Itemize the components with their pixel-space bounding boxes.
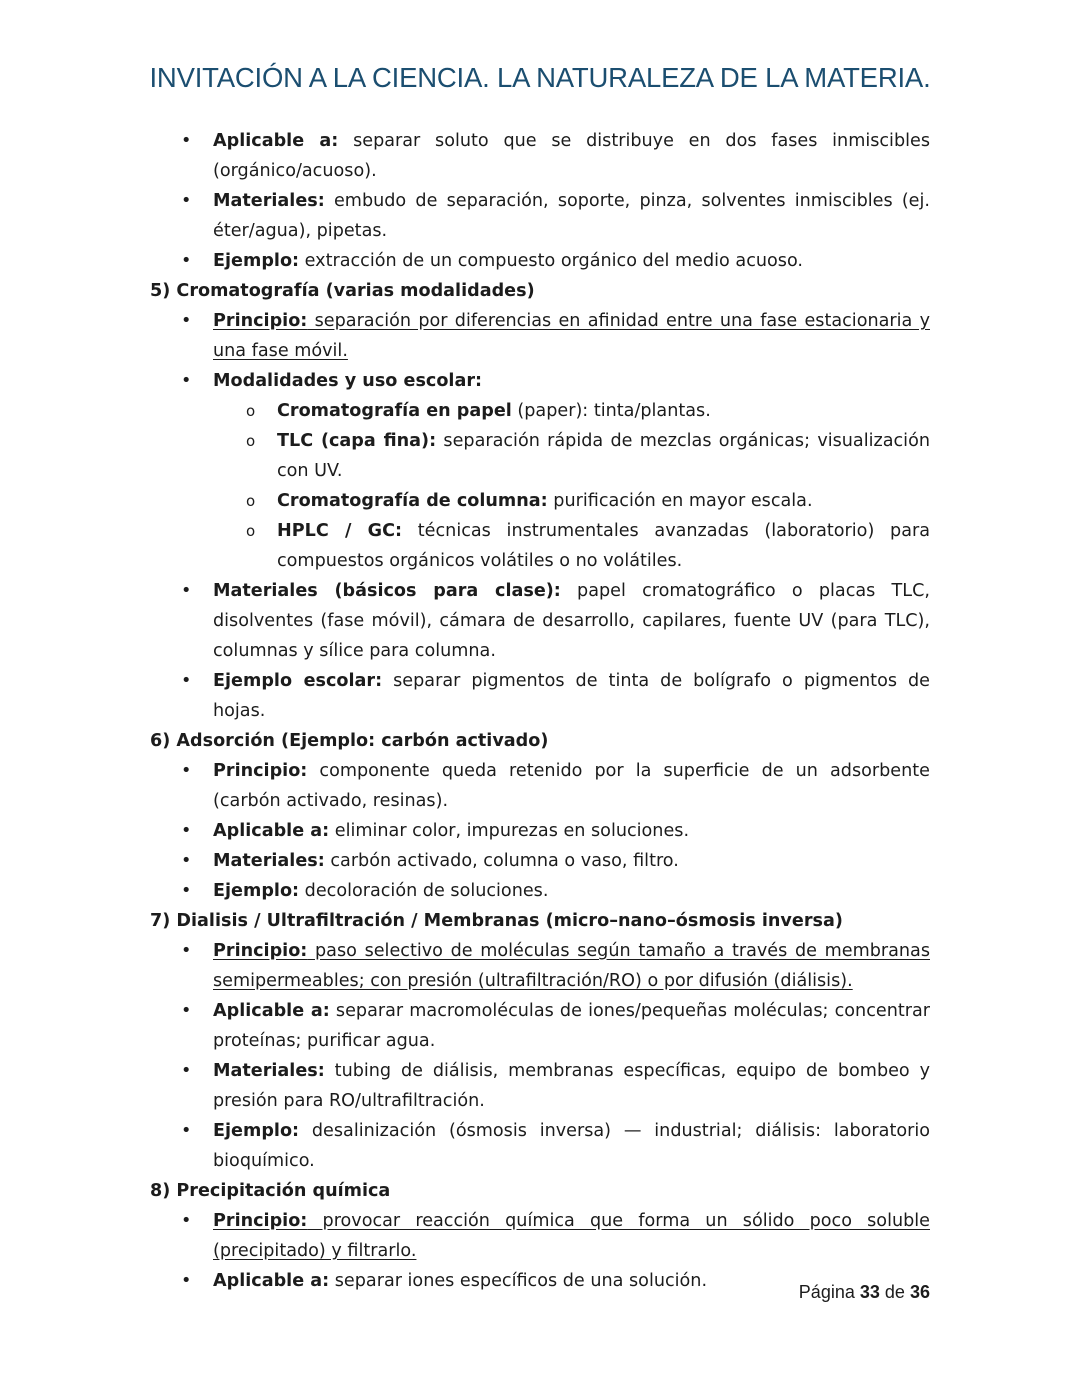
item-text: decoloración de soluciones. <box>299 881 549 901</box>
list-item <box>150 756 930 816</box>
section-heading: 7) Dialisis / Ultrafiltración / Membranas (micro–nano–ósmosis inversa) <box>150 911 843 931</box>
sub-list-item <box>150 426 930 486</box>
list-item <box>150 846 930 876</box>
page-word: Página <box>798 1282 855 1302</box>
circle-bullet-icon: o <box>246 432 256 450</box>
bullet-icon: • <box>181 671 192 691</box>
section-heading: 6) Adsorción (Ejemplo: carbón activado) <box>150 731 549 751</box>
item-label: Cromatografía en papel <box>277 401 512 421</box>
item-text: provocar reacción química que forma un sólido poco soluble (precipitado) y filtrarlo. <box>213 1211 930 1261</box>
bullet-icon: • <box>181 1061 192 1081</box>
item-label: Materiales (básicos para clase): <box>213 581 561 601</box>
item-text: separar pigmentos de tinta de bolígrafo o pigmentos de hojas. <box>213 671 931 721</box>
item-text: eliminar color, impurezas en soluciones. <box>329 821 690 841</box>
bullet-icon: • <box>181 881 192 901</box>
item-label: Principio: <box>213 761 308 781</box>
item-label: Cromatografía de columna: <box>277 491 548 511</box>
item-label: Ejemplo: <box>213 251 300 271</box>
item-label: HPLC / GC: <box>277 521 403 541</box>
item-label: Ejemplo: <box>213 1121 300 1141</box>
item-label: Aplicable a: <box>213 1271 330 1291</box>
list-item <box>150 936 930 996</box>
item-text: tubing de diálisis, membranas específicas, equipo de bombeo y presión para RO/ultrafiltración. <box>213 1061 930 1111</box>
bullet-icon: • <box>181 581 192 601</box>
section-heading: 5) Cromatografía (varias modalidades) <box>150 281 535 301</box>
item-text: paso selectivo de moléculas según tamaño a través de membranas semipermeables; con presión (ultrafiltración/RO) o por difusión (diálisis). <box>213 941 930 991</box>
item-text: embudo de separación, soporte, pinza, solventes inmiscibles (ej. éter/agua), pipetas. <box>213 191 930 241</box>
bullet-icon: • <box>181 251 192 271</box>
item-label: Ejemplo: <box>213 881 300 901</box>
current-page: 33 <box>859 1282 880 1302</box>
bullet-icon: • <box>181 851 192 871</box>
bullet-icon: • <box>181 821 192 841</box>
section-heading: 8) Precipitación química <box>150 1181 391 1201</box>
item-label: Ejemplo escolar: <box>213 671 383 691</box>
item-text: separar iones específicos de una solución. <box>329 1271 708 1291</box>
sub-list-item <box>150 486 930 516</box>
circle-bullet-icon: o <box>246 402 256 420</box>
item-label: TLC (capa fina): <box>277 431 437 451</box>
of-word: de <box>884 1282 905 1302</box>
list-item <box>150 366 930 396</box>
list-item <box>150 816 930 846</box>
item-text: purificación en mayor escala. <box>547 491 813 511</box>
item-text: separar macromoléculas de iones/pequeñas moléculas; concentrar proteínas; purificar agua. <box>213 1001 930 1051</box>
bullet-icon: • <box>181 1121 192 1141</box>
list-item <box>150 876 930 906</box>
circle-bullet-icon: o <box>246 492 256 510</box>
item-label: Materiales: <box>213 1061 325 1081</box>
list-item <box>150 1056 930 1116</box>
bullet-icon: • <box>181 311 192 331</box>
bullet-icon: • <box>181 1001 192 1021</box>
circle-bullet-icon: o <box>246 522 256 540</box>
list-item <box>150 996 930 1056</box>
list-item <box>150 1206 930 1266</box>
item-label: Aplicable a: <box>213 131 339 151</box>
item-label: Materiales: <box>213 191 325 211</box>
sub-list-item <box>150 396 930 426</box>
page-number <box>799 1282 930 1303</box>
item-label: Aplicable a: <box>213 1001 330 1021</box>
item-label: Principio: <box>213 311 308 331</box>
item-text: separación rápida de mezclas orgánicas; visualización con UV. <box>277 431 930 481</box>
item-label: Materiales: <box>213 851 325 871</box>
item-text: separación por diferencias en afinidad entre una fase estacionaria y una fase móvil. <box>213 311 930 361</box>
bullet-icon: • <box>181 1211 192 1231</box>
item-text: componente queda retenido por la superficie de un adsorbente (carbón activado, resinas). <box>213 761 930 811</box>
list-item <box>150 306 930 366</box>
item-text: (paper): tinta/plantas. <box>511 401 711 421</box>
item-text: desalinización (ósmosis inversa) — industrial; diálisis: laboratorio bioquímico. <box>213 1121 930 1171</box>
bullet-icon: • <box>181 941 192 961</box>
total-pages: 36 <box>909 1282 930 1302</box>
item-label: Modalidades y uso escolar: <box>213 371 483 391</box>
item-text: extracción de un compuesto orgánico del medio acuoso. <box>299 251 803 271</box>
item-label: Principio: <box>213 941 308 961</box>
document-body <box>150 126 930 1296</box>
bullet-icon: • <box>181 1271 192 1291</box>
list-item <box>150 666 930 726</box>
bullet-icon: • <box>181 761 192 781</box>
bullet-icon: • <box>181 191 192 211</box>
item-text: separar soluto que se distribuye en dos fases inmiscibles (orgánico/acuoso). <box>213 131 930 181</box>
item-text: carbón activado, columna o vaso, filtro. <box>324 851 679 871</box>
item-label: Principio: <box>213 1211 308 1231</box>
list-item <box>150 576 930 666</box>
list-item <box>150 186 930 246</box>
list-item <box>150 1116 930 1176</box>
list-item <box>150 126 930 186</box>
page-header-title: INVITACIÓN A LA CIENCIA. LA NATURALEZA DE LA MATERIA. <box>149 62 931 93</box>
item-text: papel cromatográfico o placas TLC, disolventes (fase móvil), cámara de desarrollo, capilares, fuente UV (para TLC), columnas y sílice para columna. <box>213 581 930 661</box>
bullet-icon: • <box>181 131 192 151</box>
list-item <box>150 246 930 276</box>
item-label: Aplicable a: <box>213 821 330 841</box>
item-text: técnicas instrumentales avanzadas (laboratorio) para compuestos orgánicos volátiles o no volátiles. <box>277 521 930 571</box>
bullet-icon: • <box>181 371 192 391</box>
sub-list-item <box>150 516 930 576</box>
